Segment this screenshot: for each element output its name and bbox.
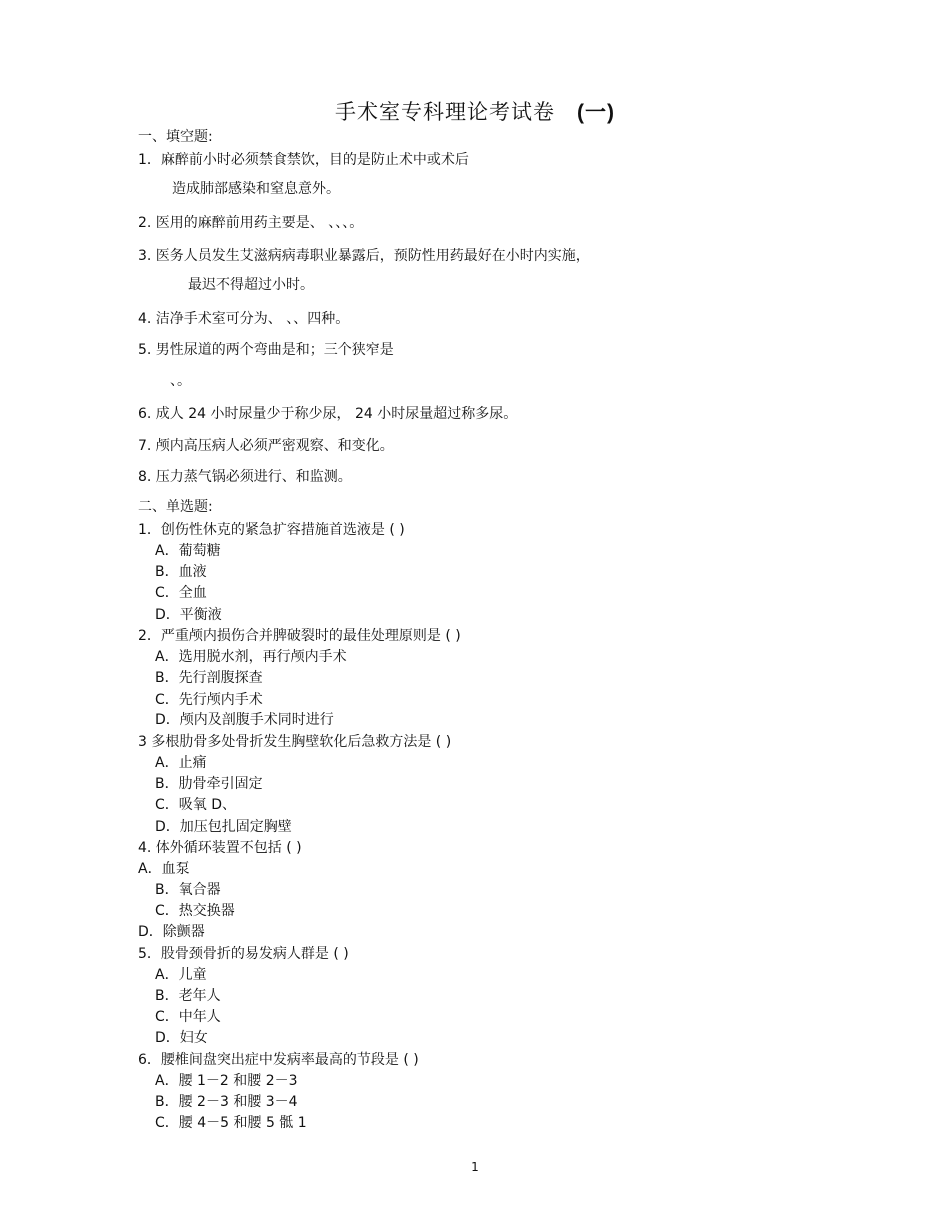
answer-option: C．腰 4－5 和腰 5 骶 1: [155, 1115, 307, 1131]
answer-option: C．热交换器: [155, 903, 235, 919]
question-text: 6. 成人 24 小时尿量少于称少尿， 24 小时尿量超过称多尿。: [138, 406, 518, 422]
question-text: 最迟不得超过小时。: [188, 277, 314, 293]
answer-option: B．肋骨牵引固定: [155, 776, 263, 792]
question-text: 2. 医用的麻醉前用药主要是、 、、、。: [138, 215, 364, 231]
question-text: 1．创伤性休克的紧急扩容措施首选液是 ( ): [138, 522, 405, 538]
answer-option: B．血液: [155, 564, 207, 580]
answer-option: B．腰 2－3 和腰 3－4: [155, 1094, 298, 1110]
question-text: 4. 体外循环装置不包括 ( ): [138, 840, 302, 856]
question-text: 8. 压力蒸气锅必须进行、和监测。: [138, 469, 352, 485]
answer-option: D．平衡液: [155, 607, 222, 623]
answer-option: B．老年人: [155, 988, 221, 1004]
question-text: 2．严重颅内损伤合并脾破裂时的最佳处理原则是 ( ): [138, 628, 461, 644]
page-title: [0, 96, 950, 126]
answer-option: A．选用脱水剂，再行颅内手术: [155, 649, 347, 665]
answer-option: B．先行剖腹探查: [155, 670, 263, 686]
answer-option: A．儿童: [155, 967, 207, 983]
answer-option: C．吸氧 D、: [155, 797, 237, 813]
question-text: 4. 洁净手术室可分为、 、、四种。: [138, 311, 350, 327]
title-text: 手术室专科理论考试卷: [335, 100, 555, 124]
title-suffix: (一): [577, 101, 615, 124]
question-text: 、。: [170, 373, 191, 389]
answer-option: D．妇女: [155, 1030, 208, 1046]
answer-option: D．颅内及剖腹手术同时进行: [155, 712, 334, 728]
section-heading-fill-blank: 一、填空题:: [138, 129, 213, 145]
page-number: 1: [471, 1160, 479, 1174]
question-text: 6．腰椎间盘突出症中发病率最高的节段是 ( ): [138, 1052, 419, 1068]
answer-option: C．全血: [155, 585, 207, 601]
answer-option: A．止痛: [155, 755, 207, 771]
answer-option: A．血泵: [138, 861, 190, 877]
question-text: 3. 医务人员发生艾滋病病毒职业暴露后，预防性用药最好在小时内实施，: [138, 248, 590, 264]
question-text: 1．麻醉前小时必须禁食禁饮，目的是防止术中或术后: [138, 152, 469, 168]
answer-option: D．加压包扎固定胸壁: [155, 819, 292, 835]
question-text: 7. 颅内高压病人必须严密观察、和变化。: [138, 438, 394, 454]
question-text: 3 多根肋骨多处骨折发生胸壁软化后急救方法是 ( ): [138, 734, 452, 750]
section-heading-single-choice: 二、单选题:: [138, 499, 213, 515]
question-text: 5. 男性尿道的两个弯曲是和；三个狭窄是: [138, 342, 394, 358]
answer-option: B．氧合器: [155, 882, 221, 898]
answer-option: C．先行颅内手术: [155, 692, 263, 708]
question-text: 5．股骨颈骨折的易发病人群是 ( ): [138, 946, 349, 962]
answer-option: D．除颤器: [138, 924, 205, 940]
answer-option: C．中年人: [155, 1009, 221, 1025]
answer-option: A．葡萄糖: [155, 543, 221, 559]
answer-option: A．腰 1－2 和腰 2－3: [155, 1073, 298, 1089]
question-text: 造成肺部感染和窒息意外。: [172, 181, 340, 197]
